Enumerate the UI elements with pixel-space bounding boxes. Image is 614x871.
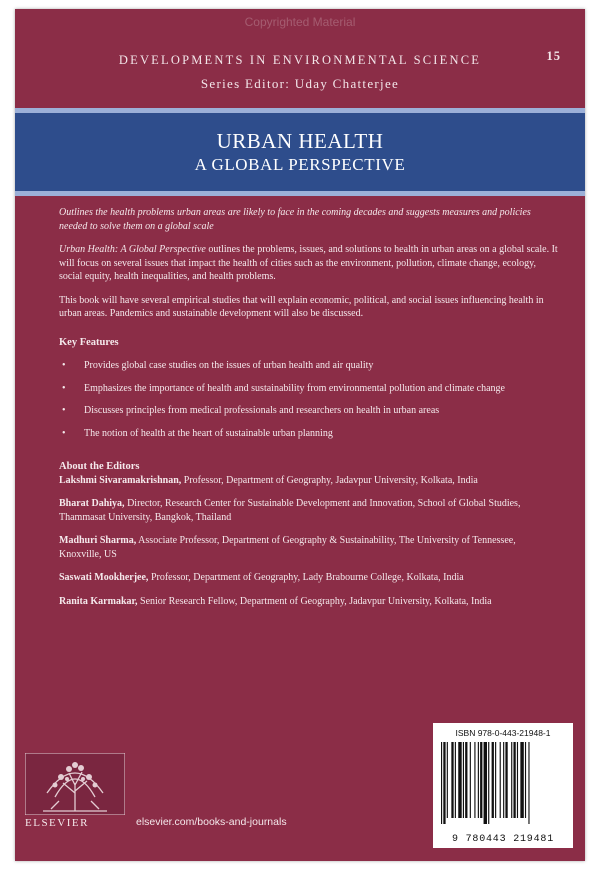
editor-entry: [59, 571, 559, 585]
editor-name: Madhuri Sharma,: [59, 535, 137, 546]
description-section: [59, 206, 559, 618]
editor-name: Lakshmi Sivaramakrishnan,: [59, 474, 182, 486]
feature-item: • Discusses principles from medical professionals and researchers on health in urban areas: [62, 405, 440, 416]
second-paragraph: This book will have several empirical studies that will explain economic, political, and social issues influencing health in urban areas. Pandemics and sustainable development will also be discussed.: [59, 294, 544, 319]
book-title: URBAN HEALTH: [216, 129, 384, 153]
barcode-bar: [525, 742, 526, 818]
barcode-bar: [463, 742, 464, 818]
barcode-bar: [441, 742, 442, 824]
publisher-url: elsevier.com/books-and-journals: [136, 816, 287, 828]
barcode-bar: [443, 742, 445, 824]
editor-entry: [59, 474, 559, 488]
intro-book-name: Urban Health: A Global Perspective: [59, 244, 206, 255]
barcode-bar: [520, 742, 523, 818]
editor-entry: [59, 595, 559, 609]
bullet-icon: •: [62, 382, 66, 394]
editor-name: Ranita Karmakar,: [59, 595, 138, 607]
barcode-bar: [503, 742, 504, 818]
barcode-bar: [511, 742, 512, 818]
editor-description: Senior Research Fellow, Department of Geography, Jadavpur University, Kolkata, India: [137, 595, 492, 607]
barcode-bar: [478, 742, 479, 818]
barcode-bar: [447, 742, 448, 818]
intro-paragraph: [59, 243, 559, 284]
feature-item: • Emphasizes the importance of health and sustainability from environmental pollution and climate change: [62, 382, 505, 394]
barcode-bar: [528, 742, 529, 824]
series-editor: Series Editor: Uday Chatterjee: [200, 76, 400, 91]
editor-description: Associate Professor, Department of Geography & Sustainability, The University of Tennessee, Knoxville, US: [59, 535, 516, 560]
bullet-icon: •: [62, 427, 66, 439]
barcode-bar: [505, 742, 507, 818]
barcode-bar: [455, 742, 456, 818]
bullet-icon: •: [62, 360, 66, 371]
elsevier-tree-logo-icon: [25, 753, 125, 820]
copyright-watermark: Copyrighted Material: [244, 15, 356, 29]
book-subtitle: A GLOBAL PERSPECTIVE: [194, 155, 406, 174]
series-number: 15: [546, 49, 561, 63]
barcode-bar: [492, 742, 494, 818]
editor-name: Saswati Mookherjee,: [59, 572, 149, 583]
barcode-digits: 9 780443 219481: [451, 834, 554, 845]
barcode-icon: [439, 742, 567, 824]
editor-entry: [59, 497, 559, 524]
key-features-list: [59, 359, 559, 440]
editor-name: Bharat Dahiya,: [59, 498, 125, 509]
barcode-bar: [488, 742, 489, 824]
barcode-bar: [495, 742, 496, 818]
about-editors-heading: About the Editors: [59, 461, 140, 472]
intro-text: outlines the problems, issues, and solutions to health in urban areas on a global scale. It will focus on several issues that impact the health of cities such as the environment, pollution, climate change, ecology, social equity, health inequalities, and health problems.: [59, 244, 558, 282]
isbn-barcode: [433, 723, 573, 848]
publisher-name: ELSEVIER: [25, 817, 89, 829]
tagline: Outlines the health problems urban areas are likely to face in the coming decades and suggests measures and policies needed to solve them on a global scale: [59, 207, 531, 232]
title-band-bottom-line: [15, 191, 585, 196]
barcode-bar: [517, 742, 518, 818]
barcode-bar: [500, 742, 501, 818]
bullet-icon: •: [62, 405, 66, 416]
title-band: [15, 113, 585, 191]
editor-description: Professor, Department of Geography, Lady Brabourne College, Kolkata, India: [148, 572, 464, 583]
series-title: DEVELOPMENTS IN ENVIRONMENTAL SCIENCE: [118, 53, 482, 67]
book-back-cover: [15, 9, 585, 861]
editor-description: Professor, Department of Geography, Jadavpur University, Kolkata, India: [181, 474, 478, 486]
barcode-bar: [470, 742, 471, 818]
barcode-bar: [484, 742, 487, 824]
key-features-heading: Key Features: [59, 336, 119, 348]
barcode-bar: [480, 742, 482, 818]
barcode-bar: [474, 742, 475, 818]
barcode-bar: [513, 742, 515, 818]
editor-description: Director, Research Center for Sustainable Development and Innovation, School of Global Studies, Thammasat University, Bangkok, Thailand: [59, 498, 521, 523]
isbn-text: ISBN 978-0-443-21948-1: [455, 728, 551, 738]
barcode-bar: [458, 742, 461, 818]
barcode-bar: [451, 742, 453, 818]
barcode-bar: [465, 742, 467, 818]
feature-item: • Provides global case studies on the issues of urban health and air quality: [62, 360, 374, 371]
feature-item: • The notion of health at the heart of sustainable urban planning: [62, 427, 333, 439]
editor-entry: [59, 534, 559, 561]
